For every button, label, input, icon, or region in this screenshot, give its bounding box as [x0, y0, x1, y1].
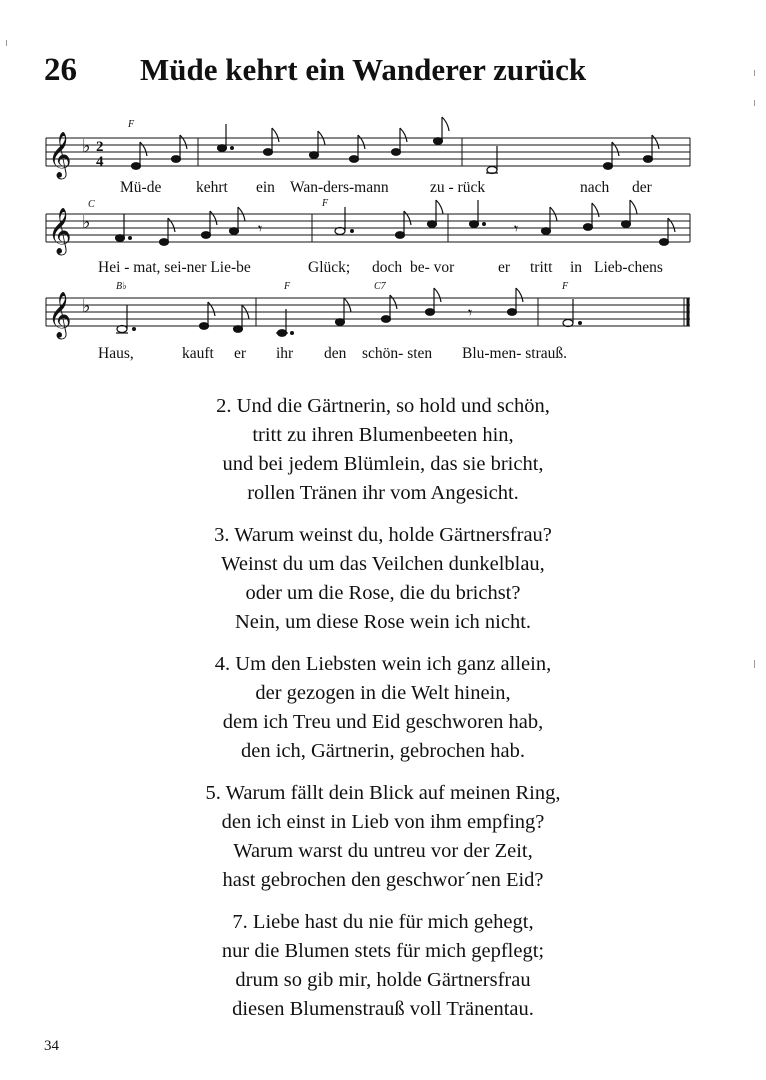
staff-3: [46, 298, 690, 326]
stanza-line: 5. Warum fällt dein Blick auf meinen Ring,: [205, 782, 561, 804]
stanza-line: rollen Tränen ihr vom Angesicht.: [247, 482, 519, 504]
stanza-line: nur die Blumen stets für mich gepflegt;: [221, 940, 545, 962]
lyric-syllable: der: [632, 179, 652, 196]
stanza-line: Warum warst du untreu vor der Zeit,: [233, 840, 533, 862]
lyric-syllable: Mü-de: [120, 179, 162, 196]
chord-symbol: F: [322, 198, 329, 209]
song-number: 26: [44, 52, 77, 88]
margin-mark: [6, 40, 7, 46]
eighth-rest-icon: 𝄾: [258, 221, 263, 238]
lyric-syllable: Wan-ders-mann: [290, 179, 389, 196]
lyric-syllable: schön- sten: [362, 345, 433, 362]
stanza-line: den ich, Gärtnerin, gebrochen hab.: [240, 740, 526, 762]
lyric-syllable: Lieb-chens: [594, 259, 663, 276]
chord-symbol: F: [128, 119, 135, 130]
chord-symbol: C: [88, 199, 95, 210]
chord-symbol: F: [562, 281, 569, 292]
flat-icon: ♭: [82, 296, 91, 316]
eighth-rest-icon: 𝄾: [468, 305, 473, 322]
lyric-syllable: den: [324, 345, 347, 362]
stanza-3: [0, 521, 766, 637]
lyric-syllable: nach: [580, 179, 610, 196]
treble-clef-icon: 𝄞: [48, 292, 72, 337]
stanza-line: und bei jedem Blümlein, das sie bricht,: [222, 453, 544, 475]
stanza-line: oder um die Rose, die du brichst?: [245, 582, 521, 604]
margin-mark: [754, 660, 755, 668]
stanza-7: [0, 908, 766, 1024]
chord-symbol: C7: [374, 281, 386, 292]
stanza-line: den ich einst in Lieb von ihm empfing?: [221, 811, 545, 833]
stanza-line: dem ich Treu und Eid geschworen hab,: [222, 711, 544, 733]
flat-icon: ♭: [82, 212, 91, 232]
lyric-syllable: er: [234, 345, 247, 362]
lyric-syllable: kauft: [182, 345, 214, 362]
stanza-line: 2. Und die Gärtnerin, so hold und schön,: [216, 395, 550, 417]
stanza-line: hast gebrochen den geschwor´nen Eid?: [222, 869, 544, 891]
lyric-syllable: zu - rück: [430, 179, 486, 196]
lyric-syllable: be- vor: [410, 259, 455, 276]
lyric-syllable: Hei - mat, sei-ner Lie-be: [98, 259, 251, 276]
page-number: 34: [44, 1038, 59, 1054]
song-title: Müde kehrt ein Wanderer zurück: [140, 52, 587, 87]
chord-symbol: B♭: [116, 281, 127, 292]
margin-mark: [754, 100, 755, 106]
stanza-line: 3. Warum weinst du, holde Gärtnersfrau?: [214, 524, 552, 546]
eighth-rest-icon: 𝄾: [514, 221, 519, 238]
stanza-line: der gezogen in die Welt hinein,: [255, 682, 511, 704]
lyric-syllable: doch: [372, 259, 403, 276]
lyric-syllable: ein: [256, 179, 275, 196]
stanza-line: tritt zu ihren Blumenbeeten hin,: [252, 424, 514, 446]
stanza-line: drum so gib mir, holde Gärtnersfrau: [235, 969, 531, 991]
stanza-2: [0, 392, 766, 508]
lyric-syllable: ihr: [276, 345, 294, 362]
lyric-syllable: er: [498, 259, 511, 276]
stanza-line: Nein, um diese Rose wein ich nicht.: [234, 611, 532, 633]
staff-2: [46, 214, 690, 242]
lyric-syllable: kehrt: [196, 179, 228, 196]
lyric-syllable: in: [570, 259, 583, 276]
stanza-line: 4. Um den Liebsten wein ich ganz allein,: [214, 653, 552, 675]
treble-clef-icon: 𝄞: [48, 208, 72, 253]
stanza-line: 7. Liebe hast du nie für mich gehegt,: [232, 911, 534, 933]
stanza-line: diesen Blumenstrauß voll Tränentau.: [232, 998, 534, 1020]
staff-1: [46, 138, 690, 166]
stanza-5: [0, 779, 766, 895]
time-signature-bottom: 4: [96, 154, 104, 170]
stanzas: [0, 392, 766, 1037]
flat-icon: ♭: [82, 136, 91, 156]
lyric-syllable: Haus,: [98, 345, 134, 362]
sheet-music: [0, 0, 766, 380]
stanza-4: [0, 650, 766, 766]
notes-system-2: [116, 200, 676, 245]
margin-mark: [754, 70, 755, 76]
lyric-syllable: Glück;: [308, 259, 351, 276]
treble-clef-icon: 𝄞: [48, 132, 72, 177]
lyric-syllable: tritt: [530, 259, 553, 276]
stanza-line: Weinst du um das Veilchen dunkelblau,: [221, 553, 545, 575]
time-signature-top: 2: [96, 139, 104, 155]
chord-symbol: F: [284, 281, 291, 292]
lyric-syllable: Blu-men- strauß.: [462, 345, 568, 362]
